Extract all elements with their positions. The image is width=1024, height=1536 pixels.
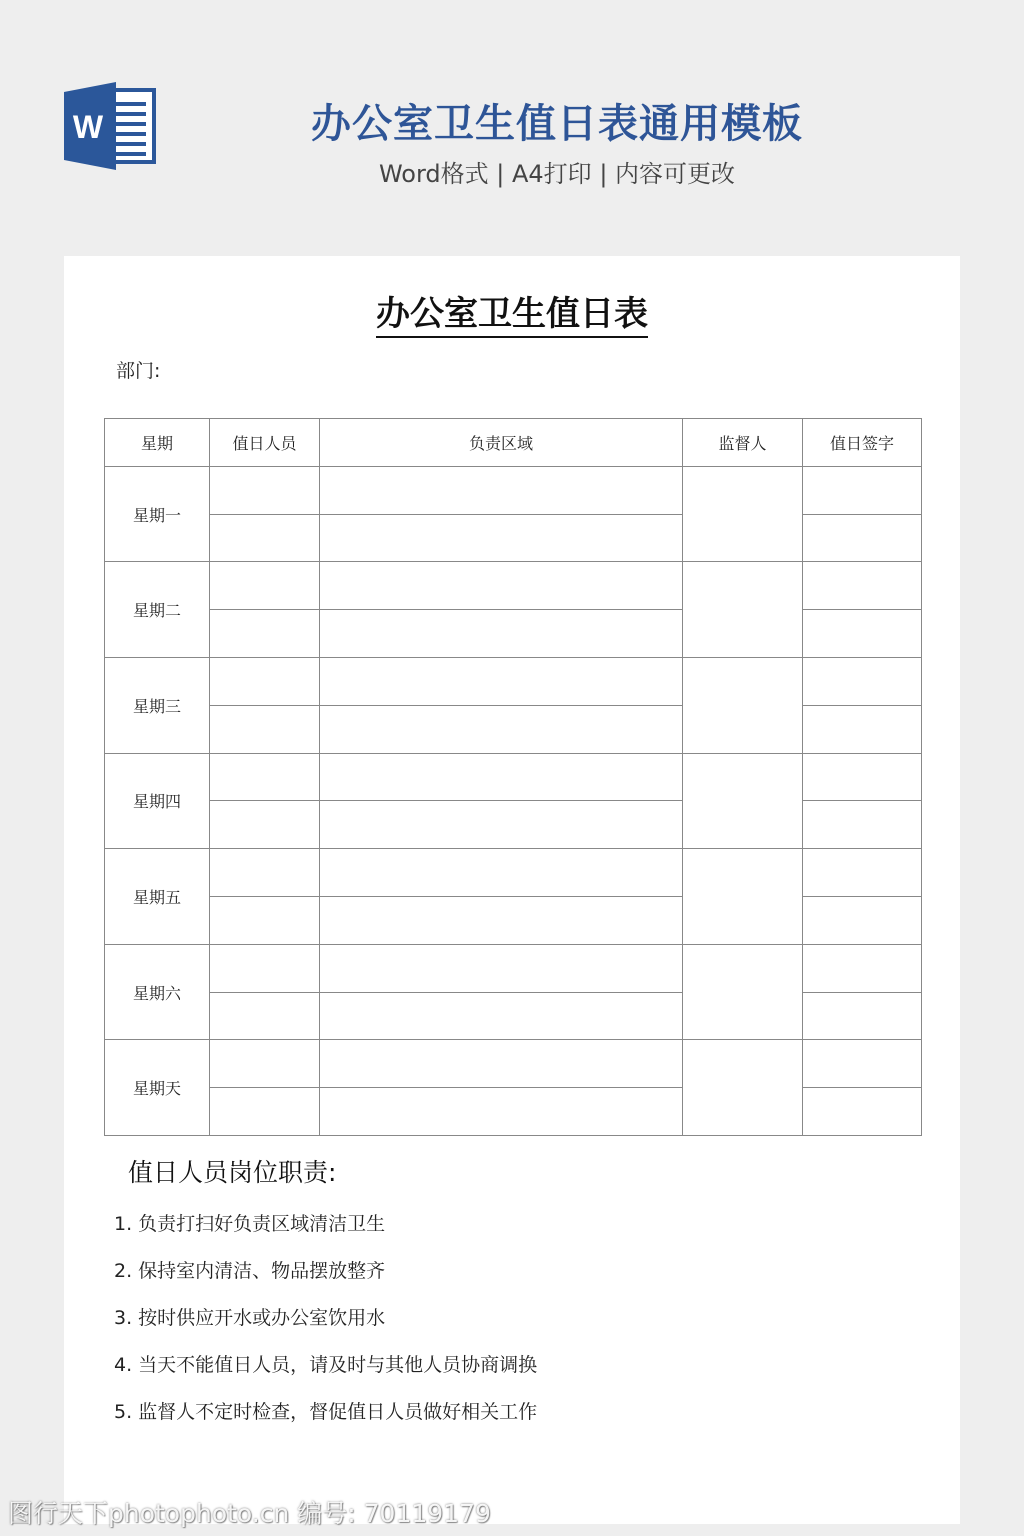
duty-person-cell[interactable] (210, 705, 320, 753)
supervisor-cell[interactable] (683, 657, 803, 753)
duty-person-cell[interactable] (210, 562, 320, 610)
header-signature: 值日签字 (803, 419, 922, 467)
duties-heading: 值日人员岗位职责: (128, 1158, 337, 1187)
document-page (64, 256, 960, 1524)
duty-person-cell[interactable] (210, 849, 320, 897)
banner (0, 0, 1024, 256)
document-title (64, 286, 960, 335)
banner-subtitle: Word格式 | A4打印 | 内容可更改 (378, 160, 736, 188)
duty-person-cell[interactable] (210, 944, 320, 992)
signature-cell[interactable] (803, 849, 922, 897)
area-cell[interactable] (320, 514, 683, 562)
day-cell: 星期天 (105, 1040, 210, 1136)
signature-cell[interactable] (803, 705, 922, 753)
word-document-icon (64, 82, 158, 170)
watermark: 图行天下photophoto.cn 编号: 70119179 (8, 1499, 491, 1528)
department-label: 部门: (116, 360, 161, 382)
area-cell[interactable] (320, 562, 683, 610)
table-row (105, 849, 922, 897)
list-item: 2. 保持室内清洁、物品摆放整齐 (114, 1260, 386, 1282)
supervisor-cell[interactable] (683, 944, 803, 1040)
supervisor-cell[interactable] (683, 849, 803, 945)
signature-cell[interactable] (803, 610, 922, 658)
duty-person-cell[interactable] (210, 1040, 320, 1088)
area-cell[interactable] (320, 1040, 683, 1088)
signature-cell[interactable] (803, 753, 922, 801)
document-title-text: 办公室卫生值日表 (376, 294, 648, 338)
duty-person-cell[interactable] (210, 896, 320, 944)
header-weekday: 星期 (105, 419, 210, 467)
table-row (105, 657, 922, 705)
signature-cell[interactable] (803, 514, 922, 562)
area-cell[interactable] (320, 944, 683, 992)
area-cell[interactable] (320, 1088, 683, 1136)
header-supervisor: 监督人 (683, 419, 803, 467)
duty-table (104, 418, 922, 1136)
supervisor-cell[interactable] (683, 1040, 803, 1136)
supervisor-cell[interactable] (683, 753, 803, 849)
area-cell[interactable] (320, 753, 683, 801)
day-cell: 星期三 (105, 657, 210, 753)
signature-cell[interactable] (803, 1040, 922, 1088)
signature-cell[interactable] (803, 992, 922, 1040)
area-cell[interactable] (320, 849, 683, 897)
area-cell[interactable] (320, 801, 683, 849)
day-cell: 星期五 (105, 849, 210, 945)
signature-cell[interactable] (803, 1088, 922, 1136)
area-cell[interactable] (320, 992, 683, 1040)
signature-cell[interactable] (803, 657, 922, 705)
logo-letter: W (72, 109, 104, 145)
day-cell: 星期二 (105, 562, 210, 658)
table-row (105, 1040, 922, 1088)
day-cell: 星期一 (105, 466, 210, 562)
duty-person-cell[interactable] (210, 466, 320, 514)
area-cell[interactable] (320, 896, 683, 944)
list-item: 1. 负责打扫好负责区域清洁卫生 (114, 1213, 386, 1235)
duty-person-cell[interactable] (210, 657, 320, 705)
supervisor-cell[interactable] (683, 562, 803, 658)
day-cell: 星期四 (105, 753, 210, 849)
day-cell: 星期六 (105, 944, 210, 1040)
signature-cell[interactable] (803, 801, 922, 849)
table-row (105, 944, 922, 992)
signature-cell[interactable] (803, 466, 922, 514)
list-item: 4. 当天不能值日人员，请及时与其他人员协商调换 (114, 1354, 538, 1376)
signature-cell[interactable] (803, 896, 922, 944)
duty-person-cell[interactable] (210, 992, 320, 1040)
duty-person-cell[interactable] (210, 753, 320, 801)
table-row (105, 562, 922, 610)
duties-list (114, 1211, 537, 1446)
area-cell[interactable] (320, 705, 683, 753)
banner-title: 办公室卫生值日表通用模板 (311, 101, 803, 147)
list-item: 3. 按时供应开水或办公室饮用水 (114, 1307, 386, 1329)
table-row (105, 466, 922, 514)
header-area: 负责区域 (320, 419, 683, 467)
duty-person-cell[interactable] (210, 1088, 320, 1136)
signature-cell[interactable] (803, 944, 922, 992)
list-item: 5. 监督人不定时检查，督促值日人员做好相关工作 (114, 1401, 538, 1423)
duty-person-cell[interactable] (210, 610, 320, 658)
area-cell[interactable] (320, 466, 683, 514)
duty-person-cell[interactable] (210, 801, 320, 849)
header-duty-person: 值日人员 (210, 419, 320, 467)
duty-person-cell[interactable] (210, 514, 320, 562)
supervisor-cell[interactable] (683, 466, 803, 562)
table-row (105, 753, 922, 801)
signature-cell[interactable] (803, 562, 922, 610)
area-cell[interactable] (320, 610, 683, 658)
table-header-row (105, 419, 922, 467)
area-cell[interactable] (320, 657, 683, 705)
